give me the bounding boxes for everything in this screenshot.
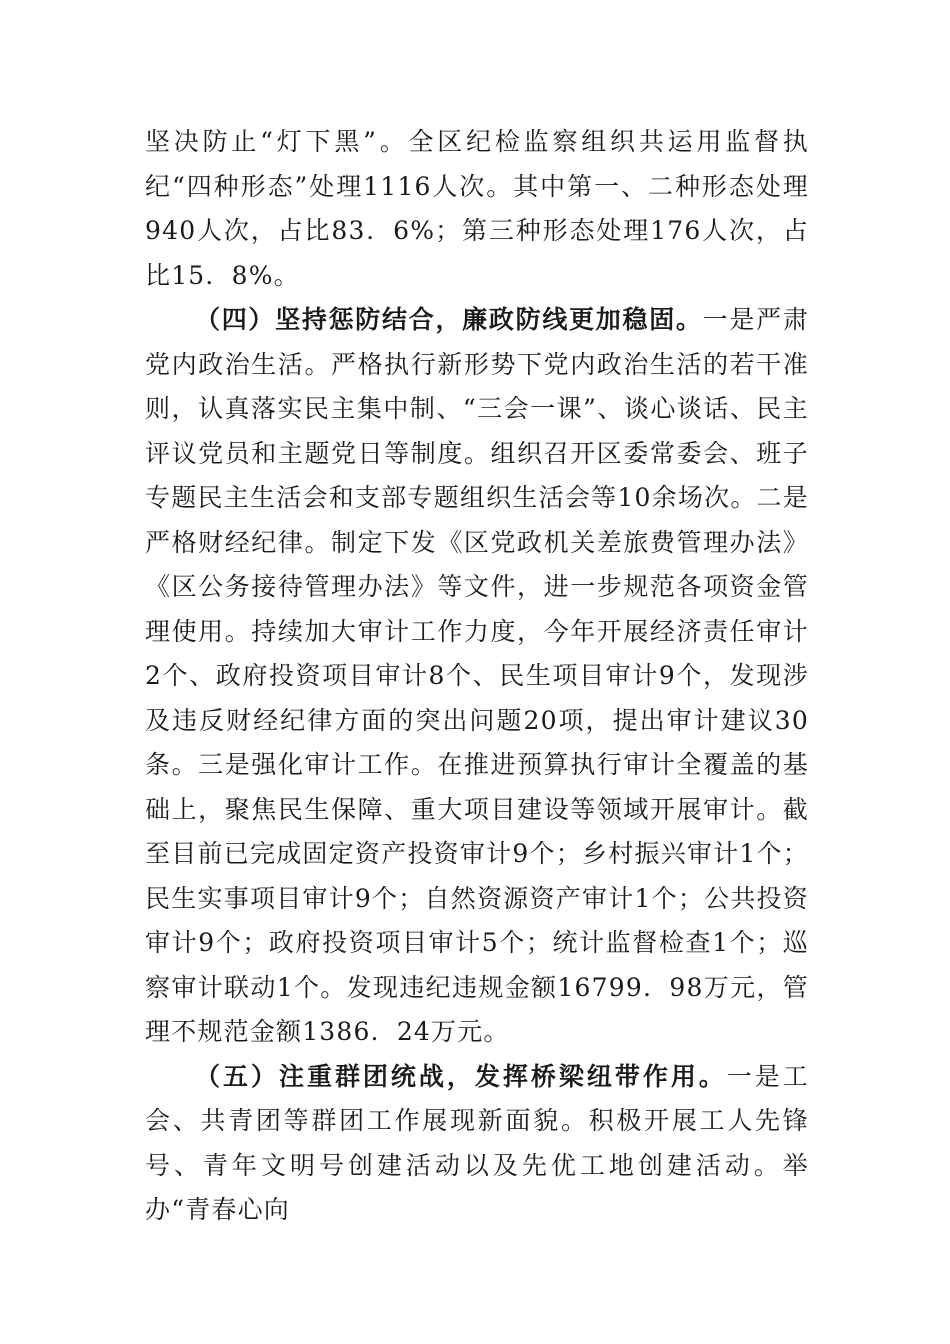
paragraph-text: 坚决防止“灯下黑”。全区纪检监察组织共运用监督执纪“四种形态”处理1116人次。其中第一、二种形态处理940人次，占比83．6%；第三种形态处理176人次，占比15．8%。	[145, 127, 809, 290]
document-body	[145, 120, 809, 1233]
paragraph-text: 一是工会、共青团等群团工作展现新面貌。积极开展工人先锋号、青年文明号创建活动以及先优工地创建活动。举办“青春心向	[145, 1061, 809, 1224]
paragraph-section-five	[145, 1055, 809, 1233]
section-five-heading: （五）注重群团统战，发挥桥梁纽带作用。	[195, 1061, 727, 1091]
paragraph-text: 一是严肃党内政治生活。严格执行新形势下党内政治生活的若干准则，认真落实民主集中制、“三会一课”、谈心谈话、民主评议党员和主题党日等制度。组织召开区委常委会、班子专题民主生活会和支部专题组织生活会等10余场次。二是严格财经纪律。制定下发《区党政机关差旅费管理办法》《区公务接待管理办法》等文件，进一步规范各项资金管理使用。持续加大审计工作力度，今年开展经济责任审计2个、政府投资项目审计8个、民生项目审计9个，发现涉及违反财经纪律方面的突出问题20项，提出审计建议30条。三是强化审计工作。在推进预算执行审计全覆盖的基础上，聚焦民生保障、重大项目建设等领域开展审计。截至目前已完成固定资产投资审计9个；乡村振兴审计1个；民生实事项目审计9个；自然资源资产审计1个；公共投资审计9个；政府投资项目审计5个；统计监督检查1个；巡察审计联动1个。发现违纪违规金额16799．98万元，管理不规范金额1386．24万元。	[145, 305, 809, 1046]
section-four-heading: （四）坚持惩防结合，廉政防线更加稳固。	[195, 305, 703, 334]
paragraph-discipline-stats	[145, 120, 809, 298]
paragraph-section-four	[145, 298, 809, 1055]
